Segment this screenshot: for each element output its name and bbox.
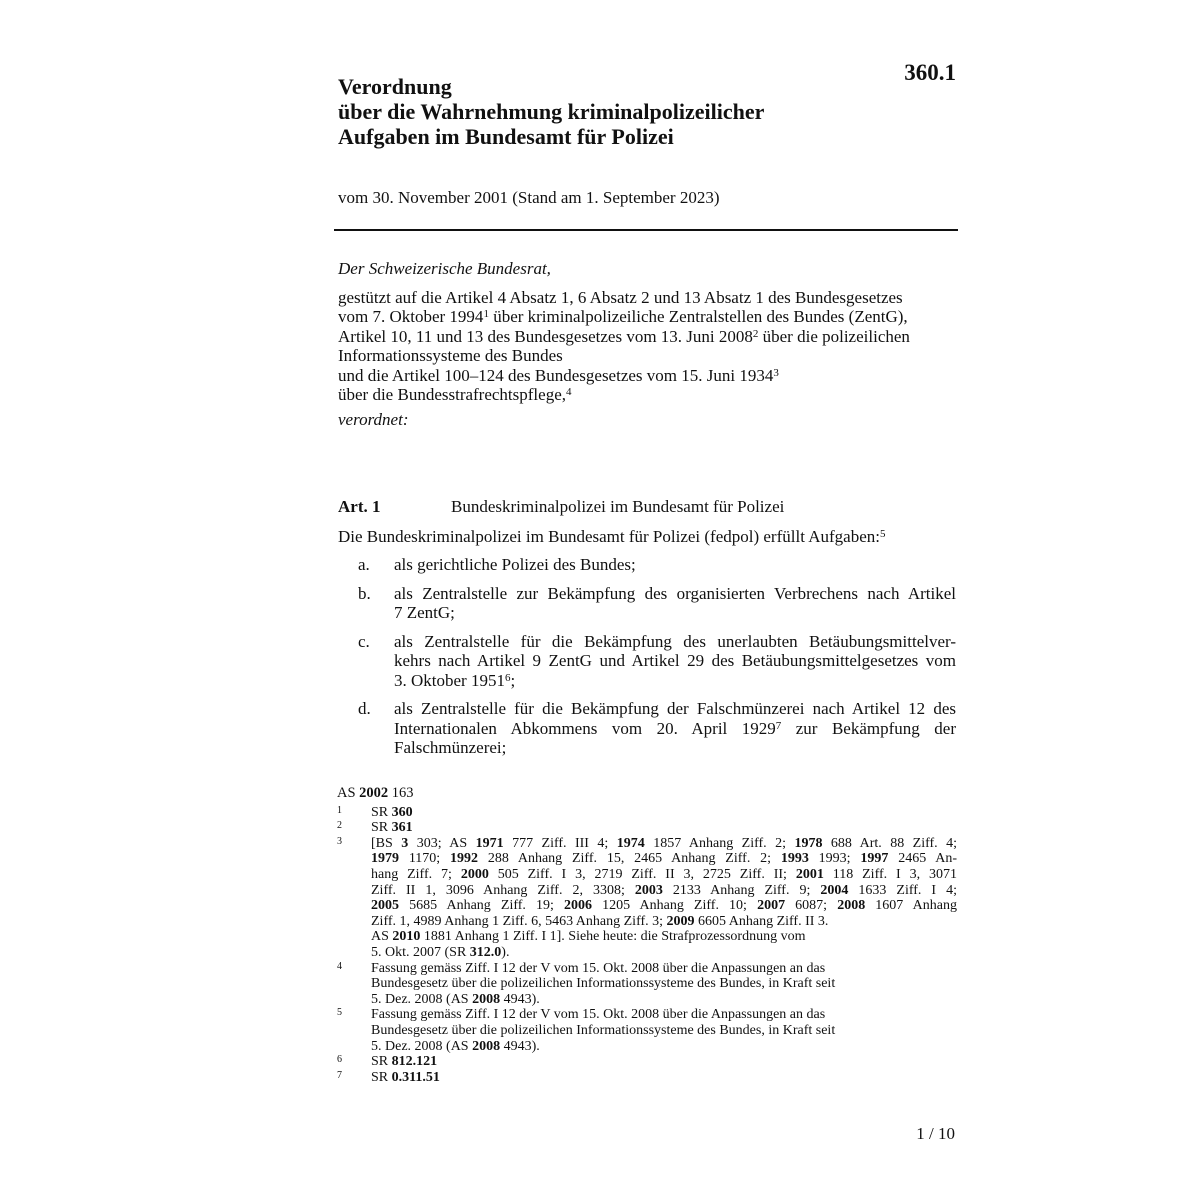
article-label: Art. 1 xyxy=(338,497,381,516)
preamble-verordnet: verordnet: xyxy=(338,409,409,429)
footnote-number: 5 xyxy=(337,1007,342,1019)
list-item: c. als Zentralstelle für die Bekämpfung des unerlaubten Betäubungsmittelver- kehrs nach Artikel 9 ZentG und Artikel 29 des Betäubungsmittelgesetzes vom 3. Oktober 1951$^6$; xyxy=(358,631,956,690)
article-intro: Die Bundeskriminalpolizei im Bundesamt für Polizei (fedpol) erfüllt Aufgaben:$^5$ xyxy=(338,527,886,546)
sr-number: 360.1 xyxy=(904,60,956,85)
footnote-ref[interactable]: 1 xyxy=(483,308,489,320)
footnote-ref[interactable]: 5 xyxy=(879,528,886,540)
footnote-number: 7 xyxy=(337,1069,342,1081)
preamble-line: gestützt auf die Artikel 4 Absatz 1, 6 Absatz 2 und 13 Absatz 1 des Bundesgesetzes xyxy=(338,287,903,307)
footnote: 4 Fassung gemäss Ziff. I 12 der V vom 15. Okt. 2008 über die Anpassungen an das Bundesgesetz über die polizeilichen Informationssysteme des Bundes, in Kraft seit 5. Dez. 2008 (AS 2008 4943). xyxy=(337,960,836,1007)
preamble-line: vom 7. Oktober 1994$^1$ über kriminalpolizeiliche Zentralstellen des Bundes (ZentG), xyxy=(338,307,908,326)
document-title xyxy=(338,74,898,149)
footnote-number: 4 xyxy=(337,960,342,972)
footnote: 1 SR 360 xyxy=(337,804,413,820)
footnotes xyxy=(337,786,957,1085)
list-item: d. als Zentralstelle für die Bekämpfung der Falschmünzerei nach Artikel 12 des Internationalen Abkommens vom 20. April 1929$^7$ zur Bekämpfung der Falschmünzerei; xyxy=(358,699,956,757)
footnote-number: 3 xyxy=(337,835,342,847)
title-line: Aufgaben im Bundesamt für Polizei xyxy=(338,124,674,149)
preamble-line: Artikel 10, 11 und 13 des Bundesgesetzes vom 13. Juni 2008$^2$ über die polizeilichen xyxy=(338,326,910,346)
preamble-bundesrat: Der Schweizerische Bundesrat, xyxy=(338,259,551,278)
footnote-number: 2 xyxy=(337,820,342,832)
footnote-number: 6 xyxy=(337,1054,342,1066)
article-heading xyxy=(338,497,958,517)
title-line: Verordnung xyxy=(338,74,452,99)
preamble-line: und die Artikel 100–124 des Bundesgesetzes vom 15. Juni 1934$^3$ xyxy=(338,365,779,385)
footnote-ref[interactable]: 7 xyxy=(775,719,782,732)
as-reference: AS 2002 163 xyxy=(337,785,414,801)
footnote: 3 [BS 3 303; AS 1971 777 Ziff. III 4; 1974 1857 Anhang Ziff. 2; 1978 688 Art. 88 Ziff. 4; 1979 1170; 1992 288 Anhang Ziff. 15, 2465 Anhang Ziff. 2; 1993 1993; 1997 2465 An- hang Ziff. 7; 2000 505 Ziff. I 3, 2719 Ziff. II 3, 2725 Ziff. II; 2001 118 Ziff. I 3, 3071 Ziff. II 1, 3096 Anhang Ziff. 2, 3308; 2003 2133 Anhang Ziff. 9; 2004 1633 Ziff. I 4; 2005 5685 Anhang Ziff. 19; 2006 1205 Anhang Ziff. 10; 2007 6087; 2008 1607 Anhang Ziff. 1, 4989 Anhang 1 Ziff. 6, 5463 Anhang Ziff. 3; 2009 6605 Anhang Ziff. II 3. AS 2010 1881 Anhang 1 Ziff. I 1]. Siehe heute: die Strafprozessordnung vom 5. Okt. 2007 (SR 312.0). xyxy=(337,835,958,960)
preamble-line: Informationssysteme des Bundes xyxy=(338,346,563,365)
list-marker: d. xyxy=(358,699,371,718)
list-marker: b. xyxy=(358,583,371,603)
list-item: a. als gerichtliche Polizei des Bundes; xyxy=(358,555,636,574)
footnote-number: 1 xyxy=(337,804,342,816)
footnote: 5 Fassung gemäss Ziff. I 12 der V vom 15. Okt. 2008 über die Anpassungen an das Bundesgesetz über die polizeilichen Informationssysteme des Bundes, in Kraft seit 5. Dez. 2008 (AS 2008 4943). xyxy=(337,1007,836,1054)
preamble-line: über die Bundesstrafrechtspflege,$^4$ xyxy=(338,385,572,404)
list-marker: a. xyxy=(358,555,370,574)
header-divider xyxy=(334,229,958,231)
date-line: vom 30. November 2001 (Stand am 1. September 2023) xyxy=(338,188,720,207)
footnote-ref[interactable]: 3 xyxy=(773,366,779,379)
footnote: 6 SR 812.121 xyxy=(337,1054,438,1070)
footnote: 2 SR 361 xyxy=(337,820,413,836)
list-item: b. als Zentralstelle zur Bekämpfung des organisierten Verbrechens nach Artikel 7 ZentG; xyxy=(358,583,956,622)
preamble xyxy=(338,259,958,429)
article-item-list xyxy=(338,555,956,767)
list-marker: c. xyxy=(358,631,370,651)
article-title: Bundeskriminalpolizei im Bundesamt für Polizei xyxy=(451,497,785,516)
footnote: 7 SR 0.311.51 xyxy=(337,1069,440,1085)
footnote-ref[interactable]: 6 xyxy=(504,671,511,684)
footnote-ref[interactable]: 2 xyxy=(752,327,759,340)
page-number: 1 / 10 xyxy=(916,1124,955,1143)
footnote-ref[interactable]: 4 xyxy=(566,386,572,398)
title-line: über die Wahrnehmung kriminalpolizeilicher xyxy=(338,99,765,124)
